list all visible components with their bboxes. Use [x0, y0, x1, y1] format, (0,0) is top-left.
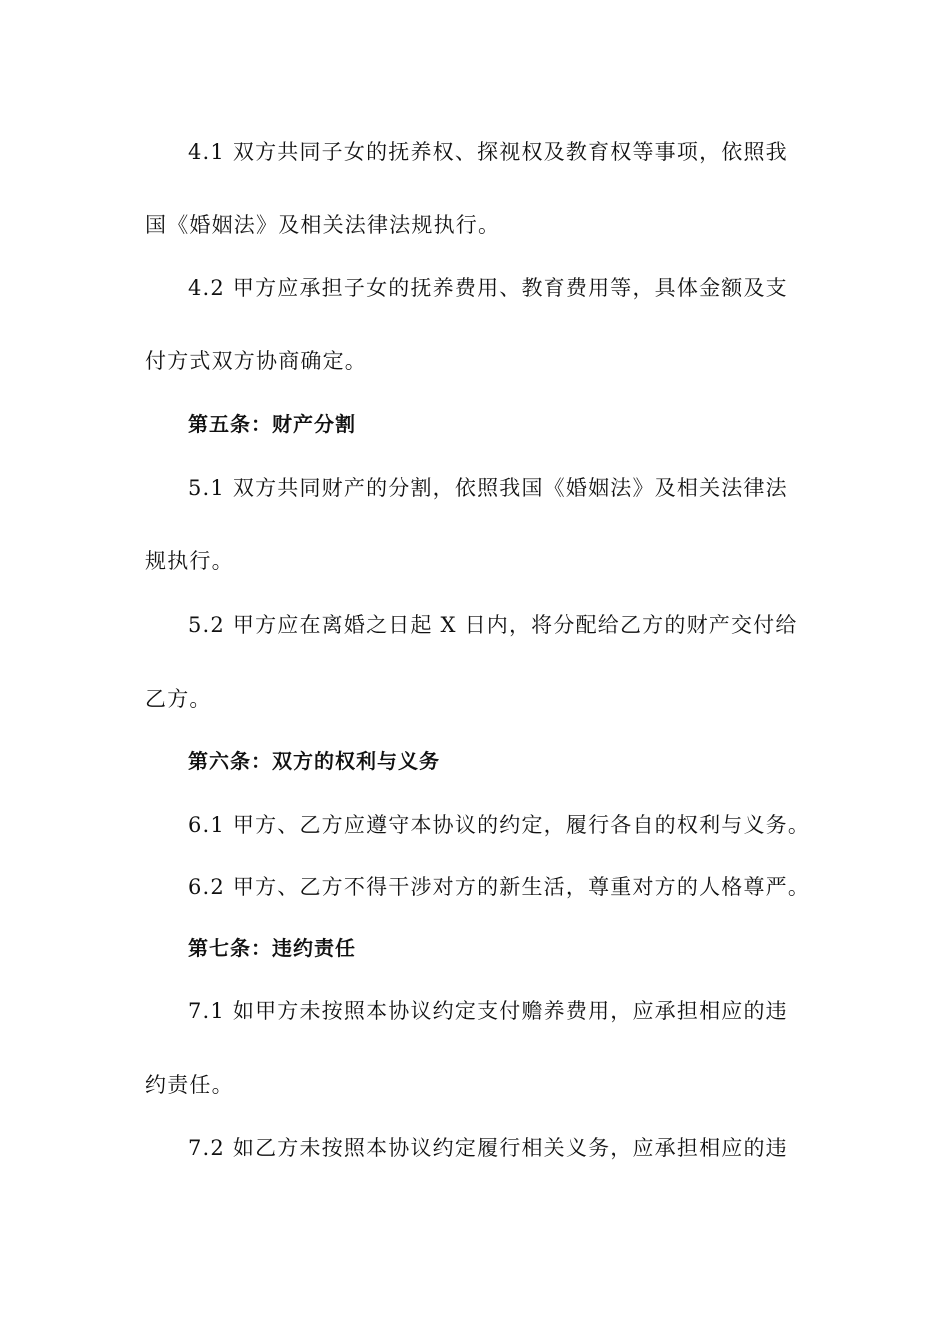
clause-5-1-line-2: 规执行。: [145, 549, 234, 573]
clause-5-2-line-1: 5.2 甲方应在离婚之日起 X 日内，将分配给乙方的财产交付给: [188, 613, 798, 637]
clause-5-2-line-2: 乙方。: [145, 687, 212, 711]
article-7-heading: 第七条：违约责任: [188, 936, 356, 960]
clause-4-2-line-2: 付方式双方协商确定。: [145, 349, 367, 373]
clause-5-1-line-1: 5.1 双方共同财产的分割，依照我国《婚姻法》及相关法律法: [188, 476, 788, 500]
clause-4-1-line-2: 国《婚姻法》及相关法律法规执行。: [145, 213, 501, 237]
clause-4-2-line-1: 4.2 甲方应承担子女的抚养费用、教育费用等，具体金额及支: [188, 276, 788, 300]
clause-7-2-line-1: 7.2 如乙方未按照本协议约定履行相关义务，应承担相应的违: [188, 1136, 788, 1160]
clause-6-2-line-1: 6.2 甲方、乙方不得干涉对方的新生活，尊重对方的人格尊严。: [188, 875, 811, 899]
clause-7-1-line-2: 约责任。: [145, 1073, 234, 1097]
article-5-heading: 第五条：财产分割: [188, 412, 356, 436]
clause-7-1-line-1: 7.1 如甲方未按照本协议约定支付赡养费用，应承担相应的违: [188, 999, 788, 1023]
clause-4-1-line-1: 4.1 双方共同子女的抚养权、探视权及教育权等事项，依照我: [188, 140, 788, 164]
article-6-heading: 第六条：双方的权利与义务: [188, 749, 440, 773]
clause-6-1-line-1: 6.1 甲方、乙方应遵守本协议的约定，履行各自的权利与义务。: [188, 813, 811, 837]
